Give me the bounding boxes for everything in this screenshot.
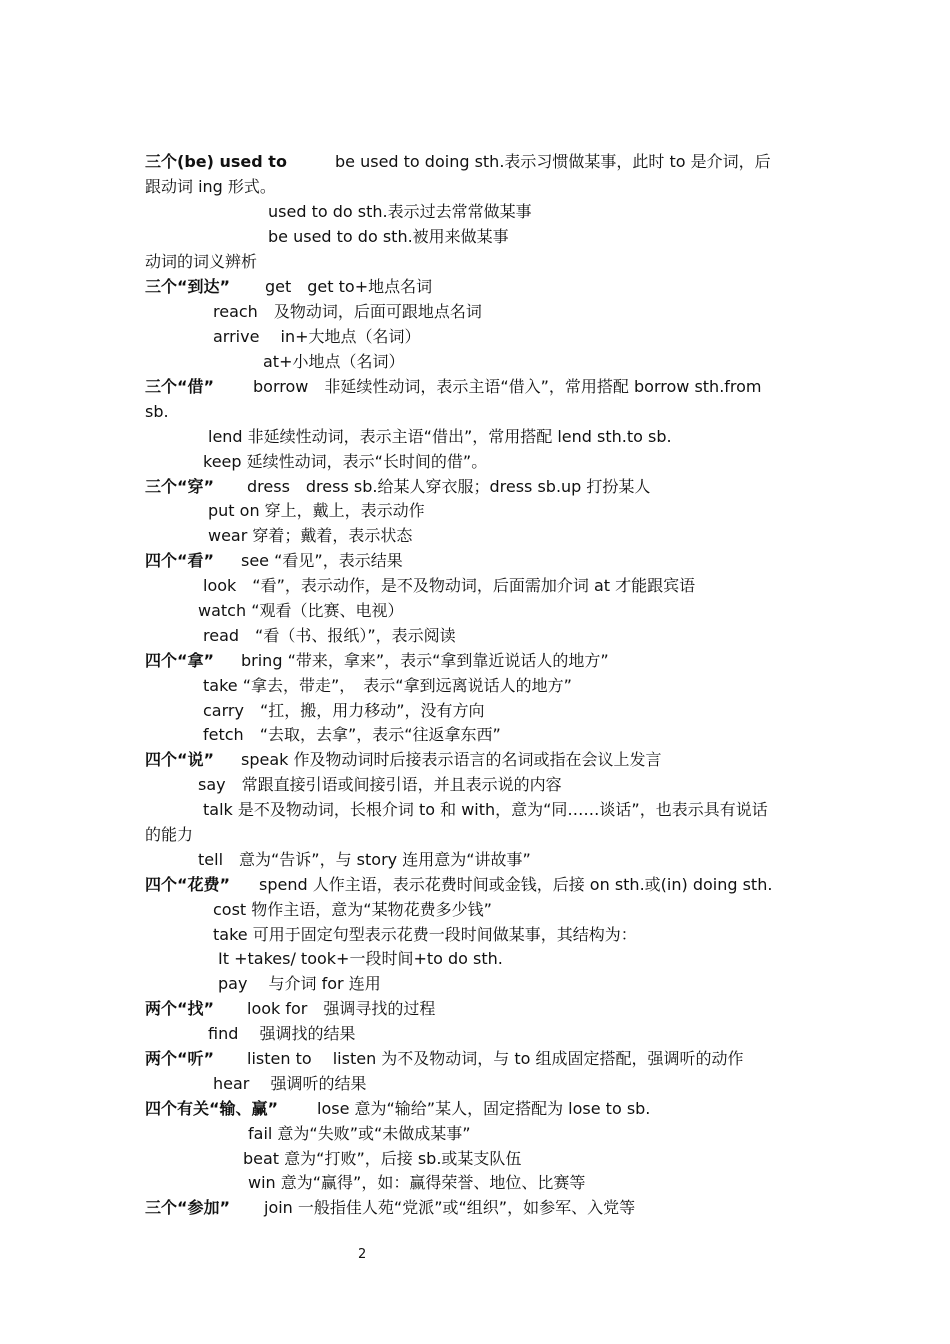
text-line: wear 穿着；戴着，表示状态 bbox=[208, 526, 413, 545]
line-text: join 一般指佳人苑“党派”或“组织”，如参军、入党等 bbox=[264, 1198, 636, 1217]
page-number: 2 bbox=[358, 1247, 367, 1262]
heading: 两个“找” bbox=[145, 999, 215, 1018]
line-text: borrow 非延续性动词，表示主语“借入”，常用搭配 borrow sth.from bbox=[253, 377, 762, 396]
text-line: sb. bbox=[145, 402, 169, 421]
text-line: keep 延续性动词，表示“长时间的借”。 bbox=[203, 452, 488, 471]
text-line: fetch “去取，去拿”，表示“往返拿东西” bbox=[203, 725, 501, 744]
line-text: listen to listen 为不及物动词，与 to 组成固定搭配，强调听的动作 bbox=[247, 1049, 744, 1068]
text-line bbox=[145, 874, 773, 896]
text-line: fail 意为“失败”或“未做成某事” bbox=[248, 1124, 471, 1143]
heading: 三个“到达” bbox=[145, 277, 231, 296]
text-line: read “看（书、报纸）”，表示阅读 bbox=[203, 626, 456, 645]
line-text: spend 人作主语，表示花费时间或金钱，后接 on sth.或(in) doing sth. bbox=[259, 875, 773, 894]
line-text: lose 意为“输给”某人，固定搭配为 lose to sb. bbox=[317, 1099, 651, 1118]
text-line bbox=[145, 476, 651, 498]
text-line: 动词的词义辨析 bbox=[145, 252, 258, 271]
text-line bbox=[145, 749, 662, 771]
line-text: get get to+地点名词 bbox=[265, 277, 433, 296]
heading: 四个“拿” bbox=[145, 651, 215, 670]
text-line: take 可用于固定句型表示花费一段时间做某事，其结构为： bbox=[213, 925, 637, 944]
text-line: watch “观看（比赛、电视） bbox=[198, 601, 404, 620]
text-line: win 意为“赢得”，如：赢得荣誉、地位、比赛等 bbox=[248, 1173, 586, 1192]
text-line bbox=[145, 1098, 651, 1120]
text-line bbox=[145, 550, 403, 572]
text-line: 的能力 bbox=[145, 825, 194, 844]
text-line: find 强调找的结果 bbox=[208, 1024, 356, 1043]
text-line: cost 物作主语，意为“某物花费多少钱” bbox=[213, 900, 492, 919]
text-line: It +takes/ took+一段时间+to do sth. bbox=[218, 949, 503, 968]
heading: 四个“花费” bbox=[145, 875, 231, 894]
text-line: talk 是不及物动词，长根介词 to 和 with，意为“同……谈话”，也表示具有说话 bbox=[203, 800, 768, 819]
text-line bbox=[145, 650, 609, 672]
text-line: take “拿去，带走”， 表示“拿到远离说话人的地方” bbox=[203, 676, 572, 695]
text-line: carry “扛，搬，用力移动”，没有方向 bbox=[203, 701, 485, 720]
text-line bbox=[145, 1197, 636, 1219]
text-line: reach 及物动词，后面可跟地点名词 bbox=[213, 302, 482, 321]
text-line: at+小地点（名词） bbox=[263, 352, 405, 371]
line-text: see “看见”，表示结果 bbox=[241, 551, 403, 570]
text-line: used to do sth.表示过去常常做某事 bbox=[268, 202, 532, 221]
line-text: dress dress sb.给某人穿衣服；dress sb.up 打扮某人 bbox=[247, 477, 651, 496]
line-text: be used to doing sth.表示习惯做某事，此时 to 是介词，后 bbox=[335, 152, 771, 171]
line-text: look for 强调寻找的过程 bbox=[247, 999, 436, 1018]
heading: 三个“穿” bbox=[145, 477, 215, 496]
text-line: beat 意为“打败”，后接 sb.或某支队伍 bbox=[243, 1149, 522, 1168]
text-line: look “看”，表示动作，是不及物动词，后面需加介词 at 才能跟宾语 bbox=[203, 576, 696, 595]
heading: 两个“听” bbox=[145, 1049, 215, 1068]
text-line: tell 意为“告诉”，与 story 连用意为“讲故事” bbox=[198, 850, 531, 869]
heading: 三个“参加” bbox=[145, 1198, 231, 1217]
text-line bbox=[145, 998, 436, 1020]
text-line: lend 非延续性动词，表示主语“借出”，常用搭配 lend sth.to sb. bbox=[208, 427, 672, 446]
text-line: pay 与介词 for 连用 bbox=[218, 974, 381, 993]
heading: 三个(be) used to bbox=[145, 152, 287, 171]
text-line bbox=[145, 151, 771, 173]
text-line bbox=[145, 376, 762, 398]
text-line: 跟动词 ing 形式。 bbox=[145, 177, 276, 196]
text-line: put on 穿上，戴上，表示动作 bbox=[208, 501, 425, 520]
line-text: speak 作及物动词时后接表示语言的名词或指在会议上发言 bbox=[241, 750, 662, 769]
text-line: arrive in+大地点（名词） bbox=[213, 327, 421, 346]
text-line: say 常跟直接引语或间接引语，并且表示说的内容 bbox=[198, 775, 562, 794]
heading: 四个“说” bbox=[145, 750, 215, 769]
text-line bbox=[145, 1048, 744, 1070]
heading: 三个“借” bbox=[145, 377, 215, 396]
text-line bbox=[145, 276, 433, 298]
heading: 四个有关“输、赢” bbox=[145, 1099, 279, 1118]
heading: 四个“看” bbox=[145, 551, 215, 570]
text-line: hear 强调听的结果 bbox=[213, 1074, 367, 1093]
text-line: be used to do sth.被用来做某事 bbox=[268, 227, 509, 246]
line-text: bring “带来，拿来”，表示“拿到靠近说话人的地方” bbox=[241, 651, 609, 670]
